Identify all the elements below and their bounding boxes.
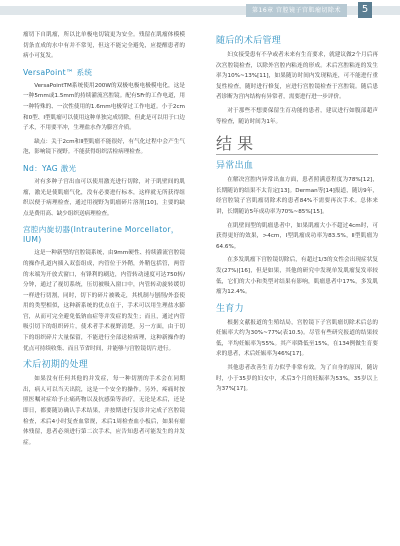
paragraph: 在解决宫腔内异常出血方面，患者照满意程度为78%[12]，长期随访的结果不太肯定[13]。Derman等[14]报道，随访9年，经宫腔镜子宫肌瘤切除术的患者84%不需要再次手术。总体来讲，长期随访5年成功率为70%~85%[15]。: [216, 177, 378, 215]
paragraph: VersaPointTM系统使用200W的双极电极电极模电化，这是一种5mm或1.5mm的持续灌流宫腔镜。配有5Fr的工作电道，用一种特殊的、一次性使用的1.6mm电极穿过工作电道。小于2cm和0型、I型肌瘤可以使用这种单独完成切除，但此是可以用于口边子术，不用要平冲，生理盐水作为膨宫介质。: [23, 82, 185, 132]
section-heading: 术后初期的处理: [23, 360, 89, 371]
left-column: [23, 30, 185, 451]
results-heading: 结 果: [216, 135, 378, 155]
paragraph: 缺点：关于2cm和Ⅱ型肌瘤不能很好，有气化过程中会产生气泡，影响镜下视野。不能获得组织活检病理检查。: [23, 138, 185, 156]
paragraph: 妇女接受患有不孕或者未来有生育要求，就建议做2个月后再次宫腔镜检查，以除外宫腔内粘连的形成。术后宫腔粘连的发生率为10%~13%[11]，如果随访时间内发现粘连，可不能进行重复性检查，随时进行修复，应进行宫腔镜检查于宫腔镜。随后患者诊断为宫内结构有异常者，需要进行进一步评价。: [216, 52, 378, 101]
section-heading: 宫腔内旋切器(Intrauterine Morcellator，IUM): [23, 225, 179, 245]
section-heading: 随后的术后管理: [216, 36, 282, 46]
paragraph: 如果没有任何其他的并发症，每一种切割的手术会在同期出，病人可以当天出院，这是一个安全的操作。另外，疼痛时按照医嘱对症给予止痛药物以及抗感染等治疗，无论是术后，还是即日，都要随访确认手术结果，并按期进行复诊并完成子宫腔镜检查，术后4小时复查血常规，术后1周检查血小板后，如果有瘤体残留，患者必须进行第二次手术，应告知患者可能发生的并发症。: [23, 376, 185, 446]
paragraph: 对有多种子宫出血可以使用激光进行切除，对于肌壁间的肌瘤，激光是使肌瘤气化，没有必要进行标本，这样就无所获得组织以便于病理检查，通过用视野为肌瘤碎片溶剂[10]，主要的缺点是费用高、缺少组织送病理检查。: [23, 178, 185, 217]
section-heading: Nd：YAG 激光: [23, 163, 77, 173]
paragraph: 在肌壁间型的肌瘤患者中，如果肌瘤大小不超过4cm时，可获得更好的效果，>4cm，I型肌瘤成功率为83.5%，Ⅱ型肌瘤为64.6%。: [216, 222, 378, 250]
paragraph: 这是一种新型的宫腔镜系统，由9mm硬性、持续灌流宫腔镜的操作孔道内插入双套组成，内管位于外鞘，外鞘包括管，两管的末端为开放式窗口，有锋利的刷边，内管转动速度可达750转/分钟，通过了视切系统，压切被吸入窗口中，内管转动旋转缓切一样进行切割，同时，切下的碎片被吸走，其机制与刨削/外套使用的类型相似，这种新系统的优点在于，手术可以用生理盐水膨宫，从而可完全避免低钠血症等并发症的发生；而且，通过内管吸引切下的组织碎片，使术者手术视野清楚，另一方面，由于切下的组织碎片大量保留，不能进行全部送检病理，这种新操作的优点可持续收集、而且节省时间，并能够与宫腔镜切片进行。: [23, 250, 185, 352]
paragraph: 在多发肌瘤下宫腔镜切除后，有超过1/3的女性会出现症状复发(27%)[16]，但是如果，其他的研究中发现单发肌瘤复发率较低，它们的大小和类型对结果有影响，肌瘤患者中17%，多发肌瘤为12.4%。: [216, 257, 378, 296]
right-column: [216, 30, 378, 398]
page-number: 5: [358, 2, 372, 18]
section-heading: 异常出血: [216, 161, 254, 172]
section-heading: VersaPoint™ 系统: [23, 67, 93, 77]
running-header: [0, 0, 400, 20]
paragraph: 对于那些不想要保留生育功能的患者，建议进行如腹部超声等检查，随访时间为1年。: [216, 107, 378, 125]
paragraph: 根据文献报道的生殖结局，宫腔镜下子宫肌瘤切除术后总的妊娠率大约为30%~77%(表10.5)。尽管有些研究报道的结果较低，平均妊娠率为55%。其产率降低至15%，在134例做生育要求的患者，术后妊娠率为46%[17]。: [216, 319, 378, 358]
section-heading: 生育力: [216, 303, 244, 314]
paragraph: 其他患者改善生育力似乎非常有效。为了自身的原因，随访时，小于35岁的妇女中，术后3个月的妊娠率为53%，35岁以上为37%[17]。: [216, 365, 378, 393]
chapter-tag: 第16章 宫腔镜子宫肌瘤切除术: [246, 4, 347, 17]
paragraph: 瘤切下自肌瘤，所以比单极电切镜更为安全。残留在肌瘤体模模切条直成的水中有并不常见，但这不能完全避免，应提醒患者的病小可复发。: [23, 32, 185, 60]
